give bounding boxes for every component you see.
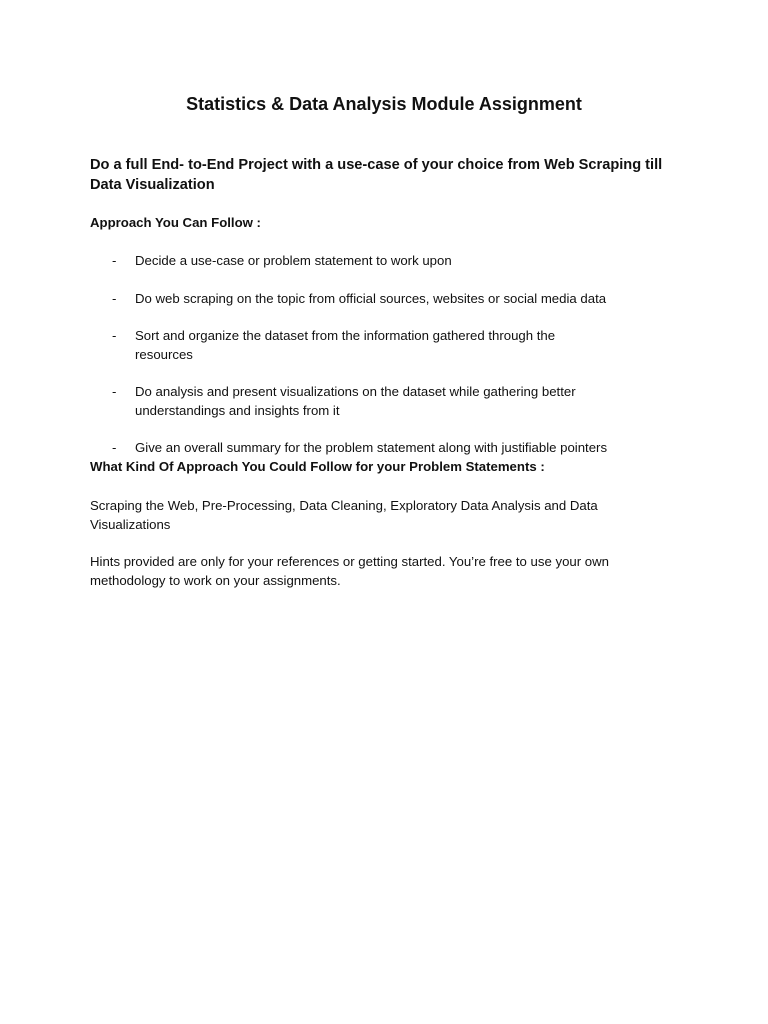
bullet-dash: - — [112, 253, 117, 268]
document-title: Statistics & Data Analysis Module Assignment — [186, 94, 582, 114]
step-text: Do analysis and present visualizations on the dataset while gathering better understandings and insights from it — [135, 384, 576, 418]
bullet-dash: - — [112, 290, 117, 306]
approach-kind-heading: What Kind Of Approach You Could Follow for your Problem Statements : — [90, 459, 545, 474]
approach-heading: Approach You Can Follow : — [90, 215, 261, 230]
bullet-dash: - — [112, 384, 117, 399]
list-item — [90, 252, 690, 271]
list-item — [90, 327, 690, 364]
task-heading: Do a full End- to-End Project with a use-case of your choice from Web Scraping till Data Visualization — [90, 157, 663, 193]
list-item — [90, 439, 690, 458]
bullet-dash: - — [112, 440, 117, 455]
step-text: Sort and organize the dataset from the information gathered through the resources — [135, 328, 556, 362]
step-text: Decide a use-case or problem statement to work upon — [135, 253, 452, 268]
list-item — [90, 383, 690, 420]
hints-paragraph: Hints provided are only for your references or getting started. You’re free to use your own methodology to work on your assignments. — [90, 554, 609, 588]
step-text: Give an overall summary for the problem statement along with justifiable pointers — [135, 440, 608, 455]
step-text: Do web scraping on the topic from official sources, websites or social media data — [135, 290, 607, 306]
bullet-dash: - — [112, 328, 117, 343]
list-item — [90, 290, 690, 309]
approach-steps-list — [90, 252, 690, 477]
approach-summary-paragraph: Scraping the Web, Pre-Processing, Data Cleaning, Exploratory Data Analysis and Data Visualizations — [90, 498, 598, 532]
